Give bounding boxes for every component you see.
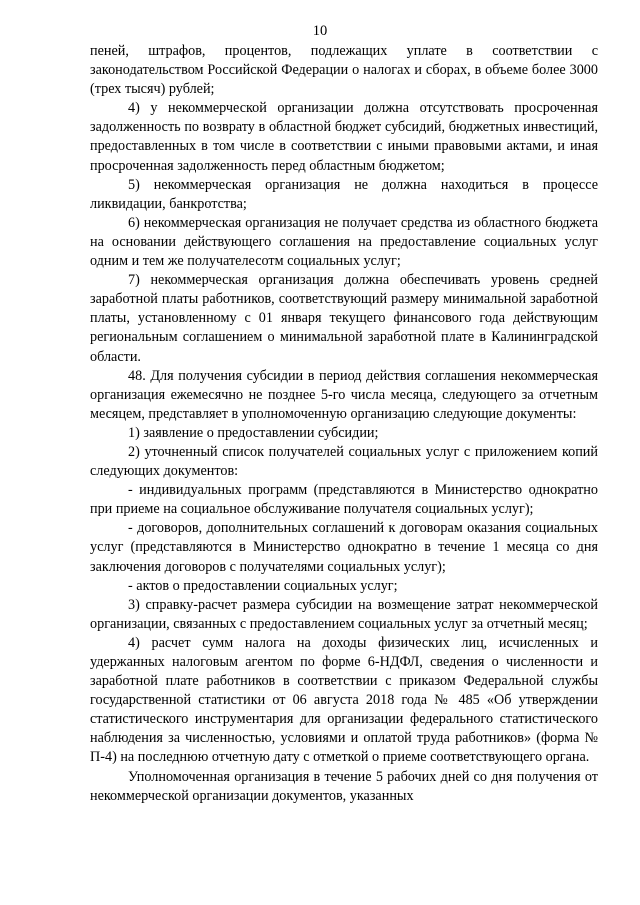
paragraph: 3) справку-расчет размера субсидии на возмещение затрат некоммерческой организации, связанных с предоставлением социальных услуг за отчетный месяц;	[90, 596, 598, 632]
paragraph: 4) расчет сумм налога на доходы физических лиц, исчисленных и удержанных налоговым агентом по форме 6-НДФЛ, сведения о численности и заработной плате работников в соответствии с приказом Федеральной службы государственной статистики от 06 августа 2018 года № 485 «Об утверждении статистического инструментария для организации федерального статистического наблюдения за численностью, условиями и оплатой труда работников» (форма № П-4) на последнюю отчетную дату с отметкой о приеме соответствующего органа.	[90, 634, 598, 766]
paragraph: 1) заявление о предоставлении субсидии;	[128, 424, 379, 441]
paragraph: Уполномоченная организация в течение 5 рабочих дней со дня получения от некоммерческой организации документов, указанных	[90, 768, 598, 804]
paragraph: 6) некоммерческая организация не получает средства из областного бюджета на основании действующего соглашения на предоставление социальных услуг одним и тем же получателесотм социальных услуг;	[90, 214, 598, 270]
paragraph: 4) у некоммерческой организации должна отсутствовать просроченная задолженность по возврату в областной бюджет субсидий, бюджетных инвестиций, предоставленных в том числе в соответствии с иными правовыми актами, и иная просроченная задолженность перед областным бюджетом;	[90, 100, 598, 174]
paragraph: 2) уточненный список получателей социальных услуг с приложением копий следующих документов:	[90, 443, 598, 480]
paragraph: пеней, штрафов, процентов, подлежащих уплате в соответствии с законодательством Российской Федерации о налогах и сборах, в объеме более 3000 (трех тысяч) рублей;	[90, 43, 598, 98]
paragraph: 5) некоммерческая организация не должна находиться в процессе ликвидации, банкротства;	[90, 176, 598, 212]
paragraph: 48. Для получения субсидии в период действия соглашения некоммерческая организация ежемесячно не позднее 5-го числа месяца, следующего за отчетным месяцем, представляет в уполномоченную организацию следующие документы:	[90, 367, 598, 422]
page-number: 10	[312, 23, 328, 39]
paragraph: 7) некоммерческая организация должна обеспечивать уровень средней заработной платы работников, соответствующий размеру минимальной заработной платы, установленному с 01 января текущего финансового года действующим региональным соглашением о минимальной заработной плате в Калининградской области.	[90, 272, 598, 365]
paragraph: - договоров, дополнительных соглашений к договорам оказания социальных услуг (представляются в Министерство однократно в течение 1 месяца со дня заключения договоров с получателями социальных услуг);	[90, 520, 598, 575]
paragraph: - актов о предоставлении социальных услуг;	[128, 577, 398, 594]
paragraph: - индивидуальных программ (представляются в Министерство однократно при приеме на социальное обслуживание получателя социальных услуг);	[90, 482, 598, 518]
document-body	[90, 42, 598, 806]
